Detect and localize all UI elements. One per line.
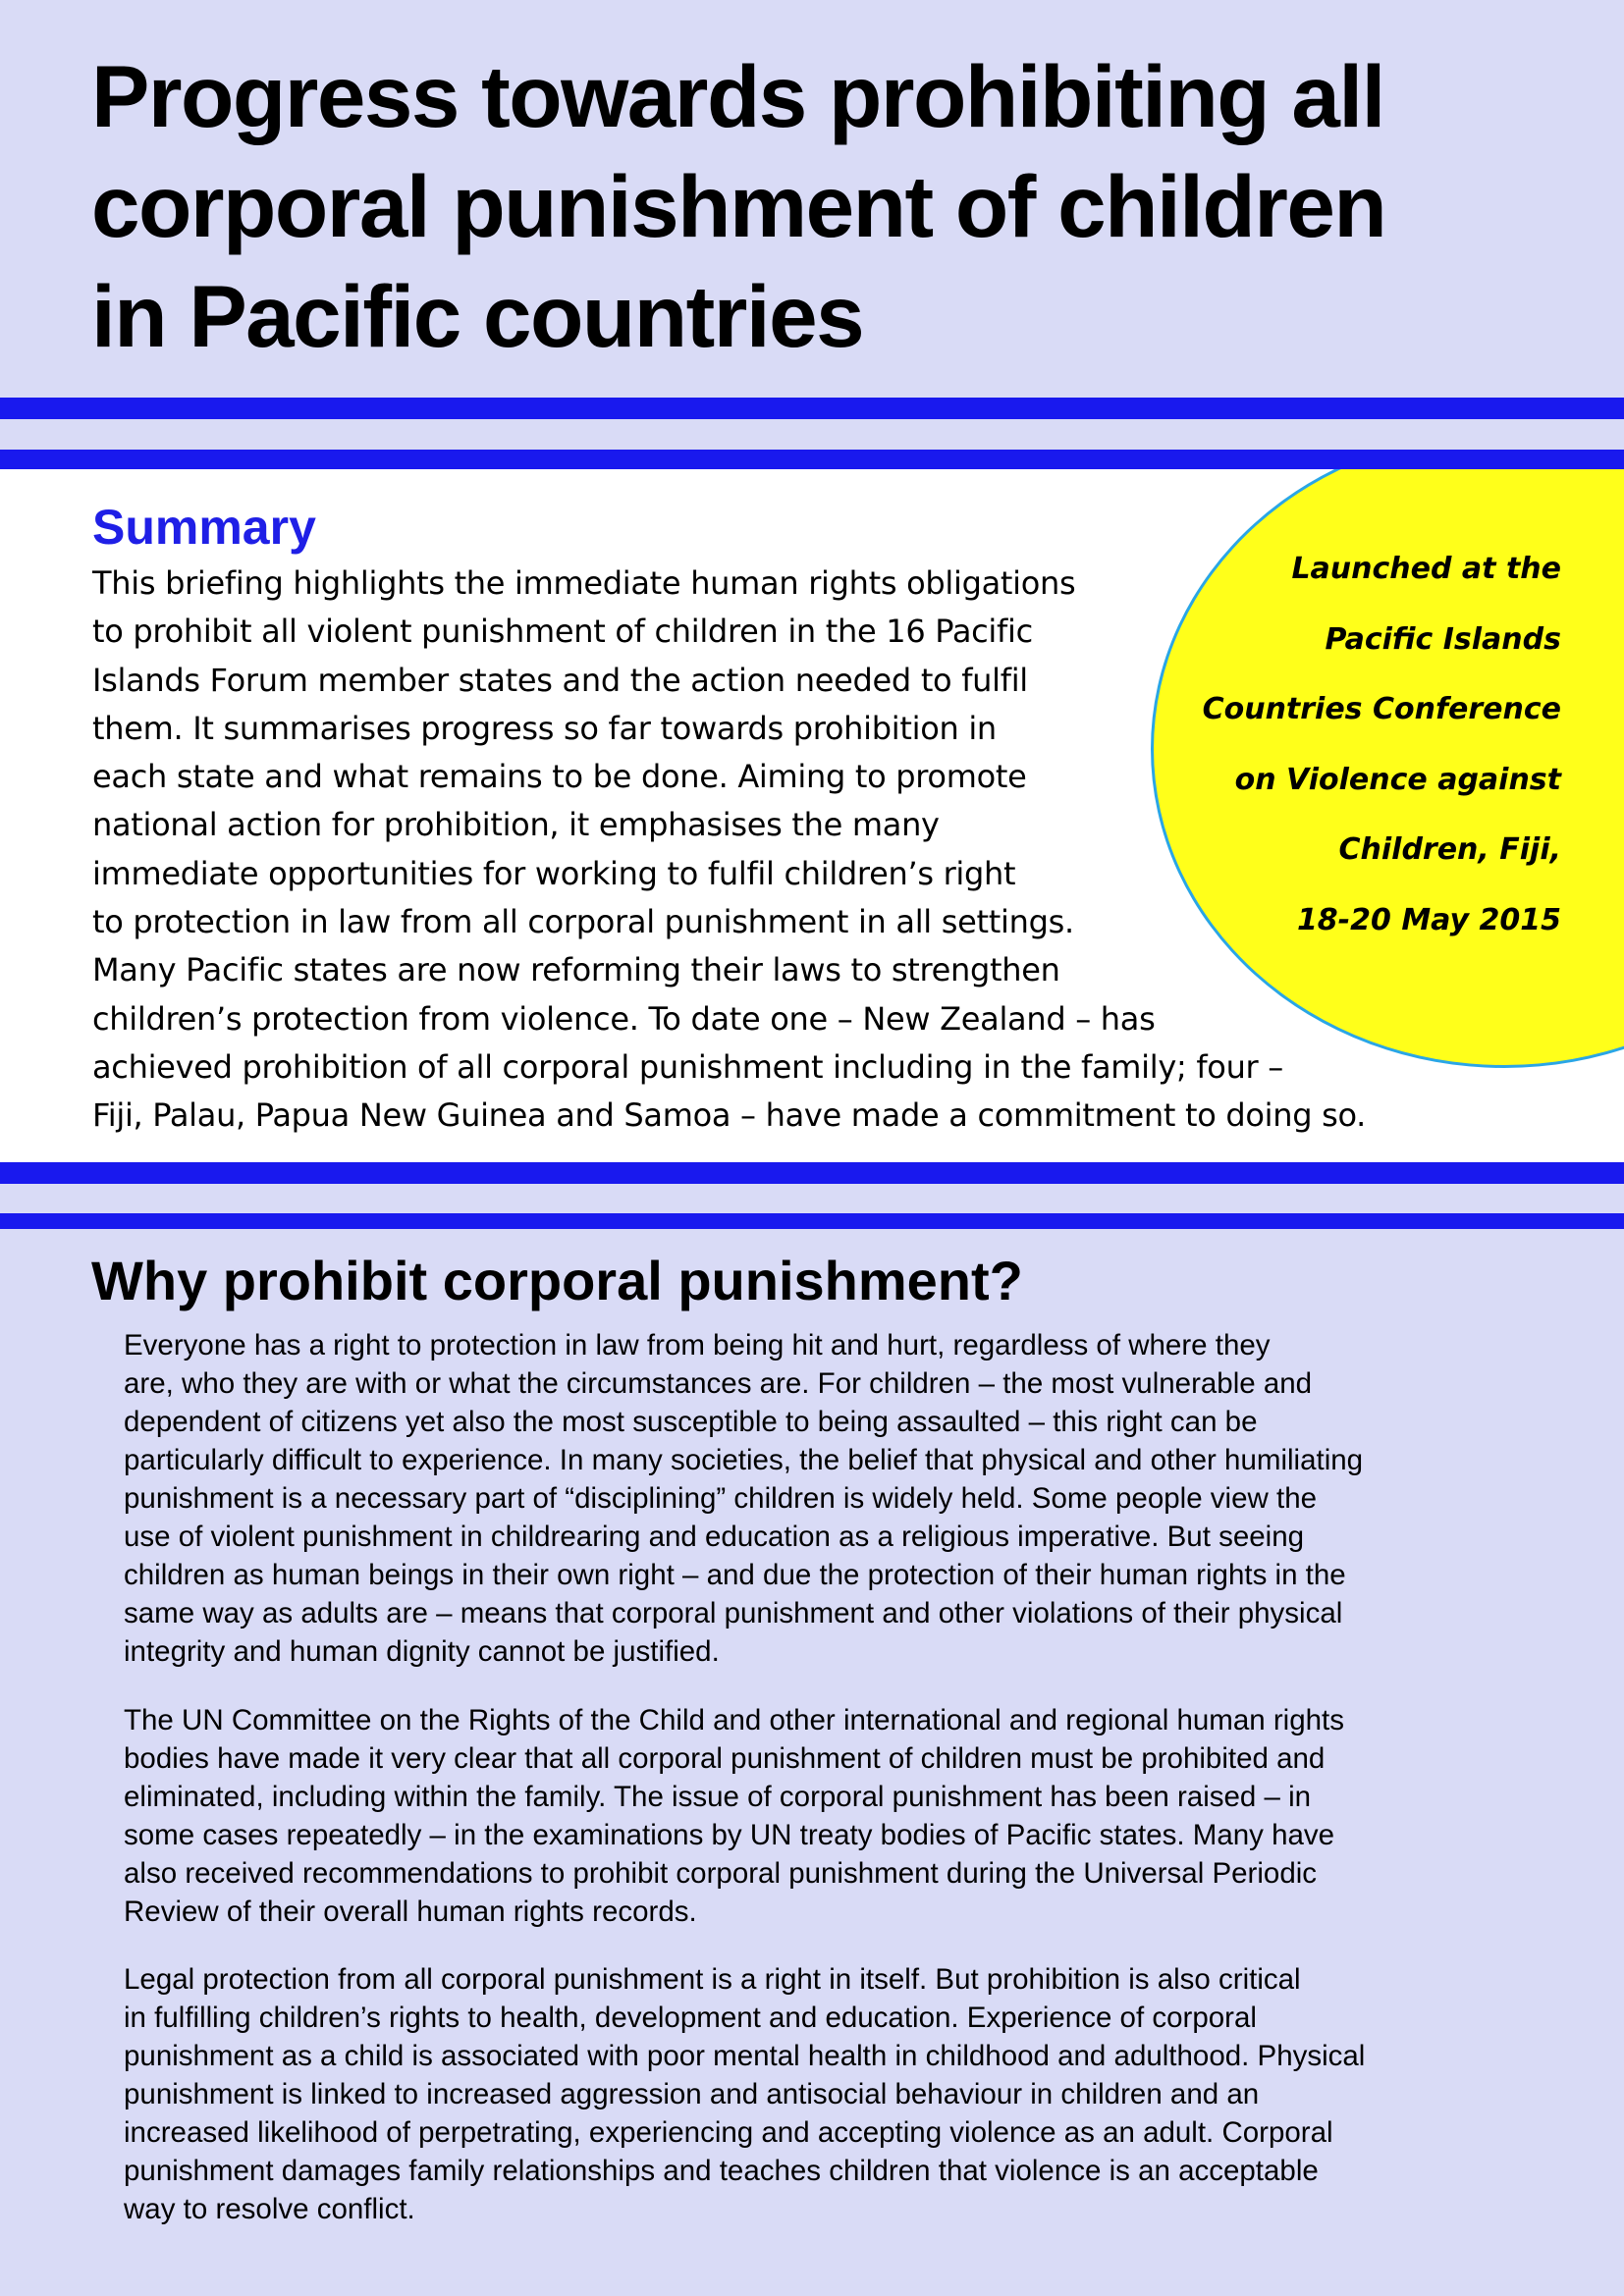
why-heading: Why prohibit corporal punishment? [91, 1250, 1023, 1311]
page-title [91, 41, 1564, 371]
paragraph-line: Legal protection from all corporal punishment is a right in itself. But prohibition is also critical [124, 1963, 1301, 1996]
summary-line: to prohibit all violent punishment of children in the 16 Pacific [92, 613, 1033, 651]
paragraph-line: particularly difficult to experience. In many societies, the belief that physical and other humiliating [124, 1444, 1364, 1476]
divider-band [0, 1162, 1624, 1184]
paragraph-line: way to resolve conflict. [124, 2193, 415, 2225]
launch-line: Children, Fiji, [1338, 832, 1561, 867]
paragraph-line: Everyone has a right to protection in law from being hit and hurt, regardless of where they [124, 1329, 1271, 1362]
launch-line: on Violence against [1234, 762, 1561, 797]
summary-line: achieved prohibition of all corporal punishment including in the family; four – [92, 1047, 1283, 1086]
summary-line: children’s protection from violence. To date one – New Zealand – has [92, 999, 1156, 1038]
paragraph-line: use of violent punishment in childrearing and education as a religious imperative. But seeing [124, 1521, 1305, 1553]
paragraph-line: dependent of citizens yet also the most susceptible to being assaulted – this right can be [124, 1406, 1258, 1438]
title-area [0, 0, 1624, 398]
summary-line: each state and what remains to be done. Aiming to promote [92, 758, 1027, 796]
paragraph-line: in fulfilling children’s rights to health, development and education. Experience of corporal [124, 2002, 1257, 2034]
paragraph-line: punishment is a necessary part of “disciplining” children is widely held. Some people view the [124, 1482, 1318, 1515]
title-line: Progress towards prohibiting all [91, 47, 1384, 145]
title-line: corporal punishment of children [91, 157, 1386, 255]
paragraph-line: bodies have made it very clear that all corporal punishment of children must be prohibited and [124, 1742, 1326, 1775]
summary-line: Islands Forum member states and the action needed to fulfil [92, 661, 1028, 699]
summary-line: Fiji, Palau, Papua New Guinea and Samoa – have made a commitment to doing so. [92, 1096, 1367, 1135]
launch-line: Countries Conference [1202, 692, 1561, 726]
paragraph-line: also received recommendations to prohibit corporal punishment during the Universal Periodic [124, 1857, 1318, 1890]
paragraph-line: some cases repeatedly – in the examinations by UN treaty bodies of Pacific states. Many have [124, 1819, 1335, 1851]
paragraph-line: integrity and human dignity cannot be justified. [124, 1635, 720, 1668]
divider-band [0, 1213, 1624, 1229]
paragraph-line: are, who they are with or what the circumstances are. For children – the most vulnerable and [124, 1367, 1313, 1400]
summary-heading: Summary [92, 500, 316, 555]
paragraph-line: punishment as a child is associated with poor mental health in childhood and adulthood. Physical [124, 2040, 1366, 2072]
paragraph-line: punishment is linked to increased aggression and antisocial behaviour in children and an [124, 2078, 1260, 2110]
summary-line: them. It summarises progress so far towards prohibition in [92, 709, 997, 747]
paragraph-line: punishment damages family relationships and teaches children that violence is an acceptable [124, 2155, 1319, 2187]
paragraph-line: same way as adults are – means that corporal punishment and other violations of their physical [124, 1597, 1343, 1629]
paragraph-line: eliminated, including within the family. The issue of corporal punishment has been raised – in [124, 1781, 1312, 1813]
launch-line: Launched at the [1291, 552, 1561, 586]
summary-line: to protection in law from all corporal punishment in all settings. [92, 903, 1074, 941]
summary-line: immediate opportunities for working to fulfil children’s right [92, 854, 1016, 892]
summary-text [92, 560, 1366, 1141]
divider-band [0, 450, 1624, 469]
launch-line: Pacific Islands [1325, 621, 1561, 657]
divider-band [0, 398, 1624, 419]
summary-line: This briefing highlights the immediate human rights obligations [92, 564, 1076, 602]
why-paragraph-3 [124, 1960, 1538, 2228]
launch-line: 18-20 May 2015 [1296, 902, 1561, 937]
summary-section [0, 469, 1624, 1162]
paragraph-line: children as human beings in their own right – and due the protection of their human rights in the [124, 1559, 1346, 1591]
title-line: in Pacific countries [91, 267, 864, 365]
paragraph-line: increased likelihood of perpetrating, experiencing and accepting violence as an adult. Corporal [124, 2116, 1333, 2149]
paragraph-line: The UN Committee on the Rights of the Child and other international and regional human rights [124, 1704, 1344, 1736]
why-paragraph-2 [124, 1701, 1538, 1931]
summary-line: national action for prohibition, it emphasises the many [92, 806, 940, 844]
why-paragraph-1 [124, 1326, 1538, 1671]
summary-line: Many Pacific states are now reforming their laws to strengthen [92, 951, 1060, 989]
paragraph-line: Review of their overall human rights records. [124, 1896, 697, 1928]
